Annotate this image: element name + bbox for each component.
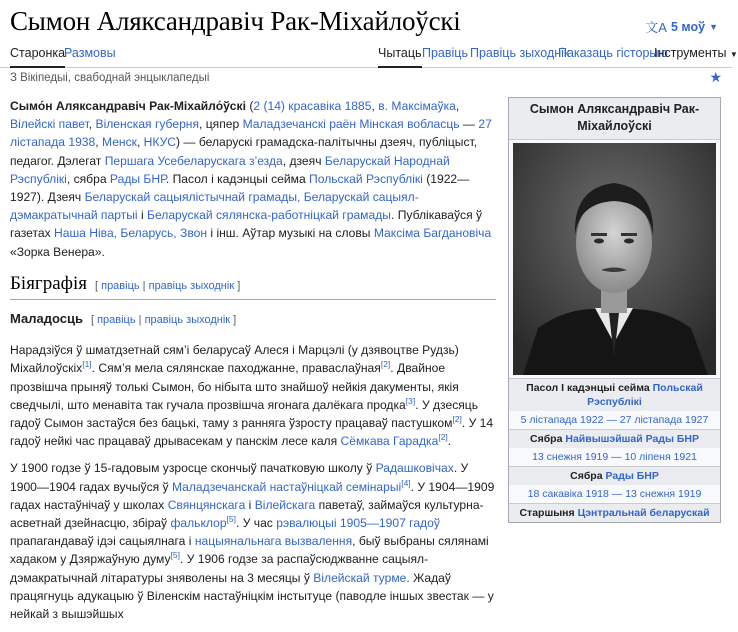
text: , сябра [66,171,110,186]
link[interactable]: Польскай Рэспублікі [309,171,423,186]
text: , дзеяч [282,153,325,168]
text: , [88,117,96,132]
edit-link[interactable]: правіць [97,314,136,327]
infobox-role-rada [509,466,720,485]
text: . Публікаваўся ў газетах [10,208,483,241]
text: , цяпер [199,117,243,132]
link[interactable]: Беларускай сялянска-работніцкай грамады [147,208,391,223]
link[interactable]: Беларускай Народнай Рэспублікі [10,153,450,186]
tab-bar [0,42,738,68]
link[interactable]: Вілейскай турме [313,570,407,585]
ref[interactable]: [2] [452,414,462,425]
infobox [508,97,721,523]
article-body [10,97,496,632]
tab-article[interactable]: Старонка [10,46,65,68]
text [246,99,249,113]
tab-edit[interactable]: Правіць [422,46,468,60]
ref[interactable]: [4] [401,477,411,488]
link[interactable]: Першага Усебеларускага з’езда [104,153,283,168]
watch-star-icon[interactable]: ★ [709,69,722,85]
section-heading-youth [10,310,496,329]
edit-source-link[interactable]: правіць зыходнік [148,279,235,292]
tab-read[interactable]: Чытаць [378,46,422,68]
text: Нарадзіўся ў шматдзетнай сям’і беларусаў Алеся і Марцэлі (у дзявоцтве Рудзь) Міхайлоўскіх [10,343,459,376]
link[interactable]: Маладзечанскі раён Мінская вобласць [242,117,460,132]
text: і [245,497,255,512]
link[interactable]: 2 (14) красавіка 1885 [253,99,372,113]
link[interactable]: Маладзечанскай настаўніцкай семінарыі [171,479,402,494]
ref[interactable]: [3] [405,395,416,406]
text: , [455,99,460,113]
tools-menu[interactable] [654,46,738,60]
text: паветаў, займаўся культурна-асветнай дзейнасцю, збіраў [10,497,484,531]
separator: | [135,314,145,327]
portrait-image [513,143,716,375]
link[interactable]: НКУС [143,135,177,150]
infobox-role-chairman [509,503,720,522]
link[interactable]: Радашковічах [375,461,454,476]
text: прапагандаваў ідэі сацыялнага і [10,534,195,549]
lead-name: Сымо́н Аляксандравіч Рак-Міхайло́ўскі [10,99,246,113]
link[interactable]: Віленская губерня [95,117,200,132]
link[interactable]: в. Максімаўка [378,99,456,113]
link[interactable]: Вілейскага [254,497,316,512]
link[interactable]: Свянцянскага [167,497,246,512]
text: . Жадаў працягнуць адукацыю ў Віленскім настаўніцкім інстытуце (паводле іншых звестак — у нейкай з вышэйшых [10,570,494,622]
ref[interactable]: [5] [170,550,181,561]
text: ) — беларускі грамадска-палітычны дзеяч, публіцыст, педагог. Дэлегат [10,135,478,168]
section-heading-biography [10,272,496,300]
tab-edit-source[interactable]: Правіць зыходнік [470,46,570,60]
text: . У час [236,516,277,531]
text: . Сям’я мела сялянскае паходжанне, праваслаўная [91,361,381,376]
text: «Зорка Венера». [10,244,105,259]
link[interactable]: Вілейскі павет [10,117,89,132]
link[interactable]: Наша Ніва, Беларусь, Звон [54,226,208,241]
text: . У 14 гадоў нейкі час працаваў дрываcекам у панскім лесе каля [10,416,494,449]
tagline: З Вікіпедыі, свабоднай энцыклапедыі [10,72,210,84]
role-label: Сябра [529,433,566,445]
text: , [136,135,144,150]
text: . [447,434,452,449]
lead-paragraph: Сымо́н Аляксандравіч Рак-Міхайло́ўскі (2 (14) красавіка 1885, в. Максімаўка, Вілейскі павет, Віленская губерня, цяпер Маладзечанскі раён Мінская вобласць — 27 лістапада 1938, Менск, НКУС) — беларускі грамадска-палітычны дзеяч, публіцыст, педагог. Дэлегат Першага Усебеларускага з’езда, дзеяч Беларускай Народнай Рэспублікі, сябра Рады БНР. Пасол і кадэнцыі сейма Польскай Рэспублікі (1922—1927). Дзеяч Беларускай сацыялістычнай грамады, Беларускай сацыял-дэмакратычнай партыі і Беларускай сялянска-работніцкай грамады. Публікаваўся ў газетах Наша Ніва, Беларусь, Звон і інш. Аўтар музыкі на словы Максіма Багдановіча «Зорка Венера». [10,99,492,259]
role-label: Пасол I кадэнцыі сейма [526,382,653,394]
role-label: Сябра [570,470,606,482]
text: (1922—1927). Дзеяч [10,171,470,205]
link[interactable]: Сёмкава Гарадка [340,434,439,449]
infobox-role-sejm [509,378,720,411]
ref[interactable]: [1] [82,359,92,370]
ref[interactable]: [2] [438,432,448,443]
text: . Двайное прозвішча прыняў толькі Сымон, бо нібыта што знайшоў нейкія дакументы, якія сведчылі, што менавіта так гучала прозвішча ягонага далёкага продка [10,361,459,412]
chevron-down-icon: ▼ [729,50,738,59]
text: , [371,99,379,113]
link[interactable]: Цэнтральнай беларускай [577,507,710,519]
edit-link[interactable]: правіць [101,279,140,292]
link[interactable]: Рады БНР [605,470,659,482]
link[interactable]: 27 лістапада 1938 [10,117,492,150]
chevron-down-icon: ▼ [709,21,718,32]
tab-history[interactable]: Паказаць гісторыю [558,46,668,60]
text: . У 1906 годзе за распаўсюджванне сацыял-дэмакратычнай літаратуры зняволены на 3 месяцы ў [10,552,429,585]
link[interactable]: Максіма Багдановіча [373,226,492,241]
tab-talk[interactable]: Размовы [64,46,116,60]
link[interactable]: Беларускай сацыялістычнай грамады, Беларускай сацыял-дэмакратычнай партыі [10,190,419,223]
text: і інш. Аўтар музыкі на словы [207,226,374,241]
link[interactable]: Менск [101,135,137,150]
heading-text: Біяграфія [10,272,87,294]
link[interactable]: рэвалюцыі 1905—1907 гадоў [276,516,440,531]
link[interactable]: фальклор [170,516,227,531]
link[interactable]: Найвышэйшай Рады БНР [565,433,700,445]
text: і [137,208,148,223]
text: У 1900 годзе ў 15-гадовым узросце скончыў пачатковую школу ў [10,461,376,476]
translate-icon: 文A [645,20,667,35]
section-edit-links: [ правіць | правіць зыходнік ] [94,279,241,292]
section-edit-links: [ правіць | правіць зыходнік ] [90,314,237,327]
page-title: Сымон Аляксандравіч Рак-Міхайлоўскі [10,6,461,36]
link[interactable]: Рады БНР [109,171,166,186]
edit-source-link[interactable]: правіць зыходнік [144,314,231,327]
text: . У 1900—1904 гадах вучыўся ў [10,461,469,494]
tools-label: Інструменты [654,46,727,60]
text: , [95,135,102,150]
paragraph-2 [10,459,496,623]
infobox-role-supreme-rada [509,429,720,448]
ref[interactable]: [2] [380,359,391,370]
text: . У 1904—1909 гадах настаўнічаў у школах [10,479,495,512]
text: . Пасол і кадэнцыі сейма [165,171,310,186]
language-selector[interactable] [645,17,718,36]
language-count: 5 моў [670,19,706,34]
role-label: Старшыня [519,507,578,519]
text: , быў выбраны сялянамі хадаком у Дзяржаўную думу [10,534,489,567]
infobox-dates-rada[interactable]: 18 сакавіка 1918 — 13 снежня 1919 [527,488,702,500]
infobox-title: Сымон Аляксандравіч Рак-Міхайлоўскі [509,98,720,140]
text: — [459,117,479,132]
heading-text: Маладосць [10,311,83,327]
portrait-photo[interactable] [513,143,716,375]
link[interactable]: нацыянальнага вызвалення [194,534,353,549]
link[interactable]: Польскай Рэспублікі [587,382,703,408]
infobox-dates-sejm[interactable]: 5 лістапада 1922 — 27 лістапада 1927 [520,414,709,426]
separator: | [139,279,149,292]
text: . У дзесяць гадоў Сымон застаўся без бацькі, таму з ранняга ўзросту працаваў пастушком [10,397,479,431]
ref[interactable]: [5] [226,514,237,525]
paragraph-1 [10,341,496,450]
infobox-dates-supreme-rada[interactable]: 13 снежня 1919 — 10 ліпеня 1921 [532,451,697,463]
